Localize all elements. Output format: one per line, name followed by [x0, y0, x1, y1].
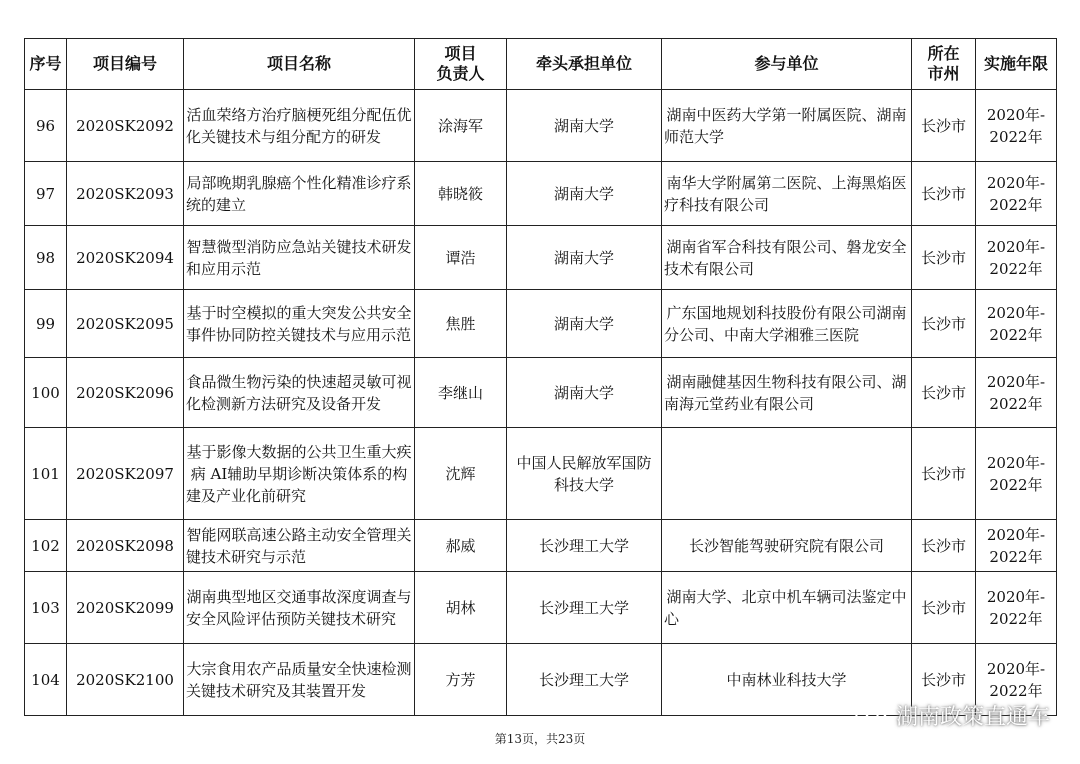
cell-seq: 101 [25, 428, 67, 520]
cell-period: 2020年- 2022年 [976, 162, 1057, 226]
table-row [25, 572, 1057, 644]
cell-seq: 100 [25, 358, 67, 428]
cell-leader: 方芳 [415, 644, 507, 716]
cell-city: 长沙市 [912, 290, 976, 358]
cell-code: 2020SK2092 [67, 90, 184, 162]
cell-code: 2020SK2100 [67, 644, 184, 716]
cell-lead-unit: 湖南大学 [507, 226, 662, 290]
cell-leader: 郝威 [415, 520, 507, 572]
cell-period: 2020年- 2022年 [976, 644, 1057, 716]
cell-partners [662, 428, 912, 520]
watermark-text: 湖南政策直通车 [895, 705, 1050, 730]
cell-seq: 104 [25, 644, 67, 716]
cell-partners: 湖南融健基因生物科技有限公司、湖南海元堂药业有限公司 [662, 358, 912, 428]
header-code: 项目编号 [67, 39, 184, 90]
cell-period: 2020年- 2022年 [976, 90, 1057, 162]
table-row [25, 90, 1057, 162]
cell-period: 2020年- 2022年 [976, 290, 1057, 358]
cell-code: 2020SK2099 [67, 572, 184, 644]
cell-lead-unit: 中国人民解放军国防科技大学 [507, 428, 662, 520]
cell-city: 长沙市 [912, 358, 976, 428]
cell-period: 2020年- 2022年 [976, 520, 1057, 572]
cell-lead-unit: 长沙理工大学 [507, 644, 662, 716]
table-row [25, 358, 1057, 428]
cell-partners: 湖南大学、北京中机车辆司法鉴定中心 [662, 572, 912, 644]
header-period: 实施年限 [976, 39, 1057, 90]
project-table [24, 38, 1057, 716]
cell-name: 智慧微型消防应急站关键技术研发和应用示范 [184, 226, 415, 290]
cell-leader: 谭浩 [415, 226, 507, 290]
cell-seq: 98 [25, 226, 67, 290]
cell-city: 长沙市 [912, 428, 976, 520]
page-number: 第13页，共23页 [494, 732, 586, 746]
cell-period: 2020年- 2022年 [976, 572, 1057, 644]
cell-period: 2020年- 2022年 [976, 358, 1057, 428]
header-row [25, 39, 1057, 90]
cell-partners: 南华大学附属第二医院、上海黑焰医疗科技有限公司 [662, 162, 912, 226]
cell-leader: 李继山 [415, 358, 507, 428]
cell-name: 大宗食用农产品质量安全快速检测关键技术研究及其装置开发 [184, 644, 415, 716]
cell-name: 活血荣络方治疗脑梗死组分配伍优化关键技术与组分配方的研发 [184, 90, 415, 162]
cell-seq: 97 [25, 162, 67, 226]
cell-leader: 韩晓筱 [415, 162, 507, 226]
cell-partners: 长沙智能驾驶研究院有限公司 [662, 520, 912, 572]
cell-name: 基于时空模拟的重大突发公共安全事件协同防控关键技术与应用示范 [184, 290, 415, 358]
cell-lead-unit: 湖南大学 [507, 162, 662, 226]
cell-name: 智能网联高速公路主动安全管理关键技术研究与示范 [184, 520, 415, 572]
cell-code: 2020SK2094 [67, 226, 184, 290]
table-row [25, 290, 1057, 358]
cell-city: 长沙市 [912, 572, 976, 644]
header-lead-unit: 牵头承担单位 [507, 39, 662, 90]
cell-leader: 胡林 [415, 572, 507, 644]
cell-name: 局部晚期乳腺癌个性化精准诊疗系统的建立 [184, 162, 415, 226]
cell-seq: 96 [25, 90, 67, 162]
cell-seq: 99 [25, 290, 67, 358]
header-partners: 参与单位 [662, 39, 912, 90]
cell-leader: 沈辉 [415, 428, 507, 520]
cell-name: 食品微生物污染的快速超灵敏可视化检测新方法研究及设备开发 [184, 358, 415, 428]
cell-lead-unit: 长沙理工大学 [507, 520, 662, 572]
cell-leader: 涂海军 [415, 90, 507, 162]
cell-lead-unit: 长沙理工大学 [507, 572, 662, 644]
cell-partners: 广东国地规划科技股份有限公司湖南分公司、中南大学湘雅三医院 [662, 290, 912, 358]
watermark [854, 700, 1050, 731]
cell-code: 2020SK2097 [67, 428, 184, 520]
cell-lead-unit: 湖南大学 [507, 290, 662, 358]
cell-leader: 焦胜 [415, 290, 507, 358]
table-row [25, 162, 1057, 226]
wechat-icon [854, 702, 888, 730]
cell-code: 2020SK2098 [67, 520, 184, 572]
cell-period: 2020年- 2022年 [976, 428, 1057, 520]
cell-code: 2020SK2095 [67, 290, 184, 358]
cell-partners: 中南林业科技大学 [662, 644, 912, 716]
cell-city: 长沙市 [912, 644, 976, 716]
cell-name: 基于影像大数据的公共卫生重大疾病 AI辅助早期诊断决策体系的构建及产业化前研究 [184, 428, 415, 520]
cell-lead-unit: 湖南大学 [507, 90, 662, 162]
cell-partners: 湖南省军合科技有限公司、磐龙安全技术有限公司 [662, 226, 912, 290]
cell-city: 长沙市 [912, 162, 976, 226]
cell-lead-unit: 湖南大学 [507, 358, 662, 428]
cell-city: 长沙市 [912, 90, 976, 162]
table-row [25, 226, 1057, 290]
cell-city: 长沙市 [912, 520, 976, 572]
cell-partners: 湖南中医药大学第一附属医院、湖南师范大学 [662, 90, 912, 162]
header-city: 所在 市州 [912, 39, 976, 90]
header-seq: 序号 [25, 39, 67, 90]
cell-code: 2020SK2096 [67, 358, 184, 428]
cell-code: 2020SK2093 [67, 162, 184, 226]
cell-seq: 103 [25, 572, 67, 644]
cell-city: 长沙市 [912, 226, 976, 290]
cell-period: 2020年- 2022年 [976, 226, 1057, 290]
cell-seq: 102 [25, 520, 67, 572]
table-row [25, 520, 1057, 572]
table-row [25, 428, 1057, 520]
header-name: 项目名称 [184, 39, 415, 90]
header-leader: 项目 负责人 [415, 39, 507, 90]
cell-name: 湖南典型地区交通事故深度调查与安全风险评估预防关键技术研究 [184, 572, 415, 644]
